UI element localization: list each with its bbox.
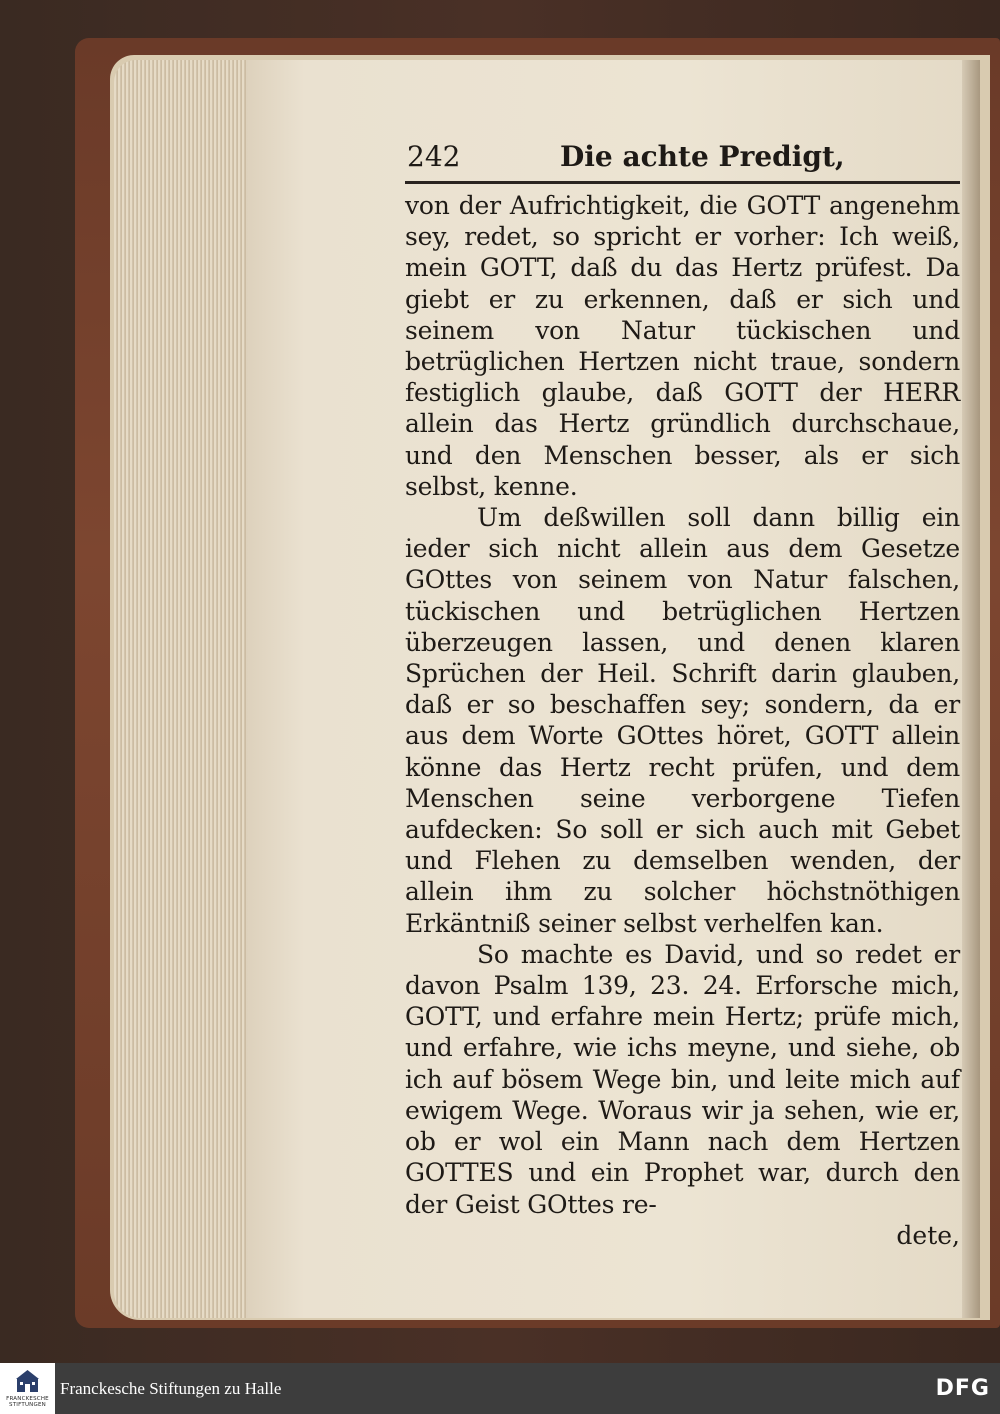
gutter-shadow	[962, 60, 980, 1318]
catchword: dete,	[896, 1220, 960, 1250]
page-number: 242	[407, 140, 461, 173]
viewer-footer	[0, 1363, 1000, 1414]
paragraph-3: So machte es David, und so redet er davon Psalm 139, 23. 24. Erforsche mich, GOTT, und erfahre mein Hertz; prüfe mich, und erfahre, wie ichs meyne, und siehe, ob ich auf bösem Wege bin, und leite mich auf ewigem Wege. Woraus wir ja sehen, wie er, ob er wol ein Mann nach dem Hertzen GOTTES und ein Prophet war, durch den der Geist GOttes re-	[405, 939, 960, 1219]
page-header	[405, 135, 960, 179]
header-rule	[405, 181, 960, 184]
dfg-logo: DFG	[935, 1376, 990, 1401]
paragraph-2: Um deßwillen soll dann billig ein ieder sich nicht allein aus dem Gesetze GOttes von seinem von Natur falschen, tückischen und betrüglichen Hertzen überzeugen lassen, und denen klaren Sprüchen der Heil. Schrift darin glauben, daß er so beschaffen sey; sondern, da er aus dem Worte GOttes höret, GOTT allein könne das Hertz recht prüfen, und dem Menschen seine verborgene Tiefen aufdecken: So soll er sich auch mit Gebet und Flehen zu demselben wenden, der allein ihm zu solcher höchstnöthigen Erkäntniß seiner selbst verhelfen kan.	[405, 503, 960, 938]
running-head: Die achte Predigt,	[560, 140, 845, 173]
logo-text: FRANCKESCHE STIFTUNGEN	[6, 1396, 49, 1408]
paragraph-1: von der Aufrichtigkeit, die GOTT angenehm sey, redet, so spricht er vorher: Ich weiß, mein GOTT, daß du das Hertz prüfest. Da giebt er zu erkennen, daß er sich und seinem von Natur tückischen und betrüglichen Hertzen nicht traue, sondern festiglich glaube, daß GOTT der HERR allein das Hertz gründlich durchschaue, und den Menschen besser, als er sich selbst, kenne.	[405, 191, 960, 501]
foundation-building-icon	[15, 1369, 40, 1394]
text-block	[405, 135, 960, 1251]
fore-edge	[114, 60, 249, 1318]
foundation-logo[interactable]	[0, 1363, 55, 1414]
institution-name: Franckesche Stiftungen zu Halle	[60, 1379, 282, 1398]
